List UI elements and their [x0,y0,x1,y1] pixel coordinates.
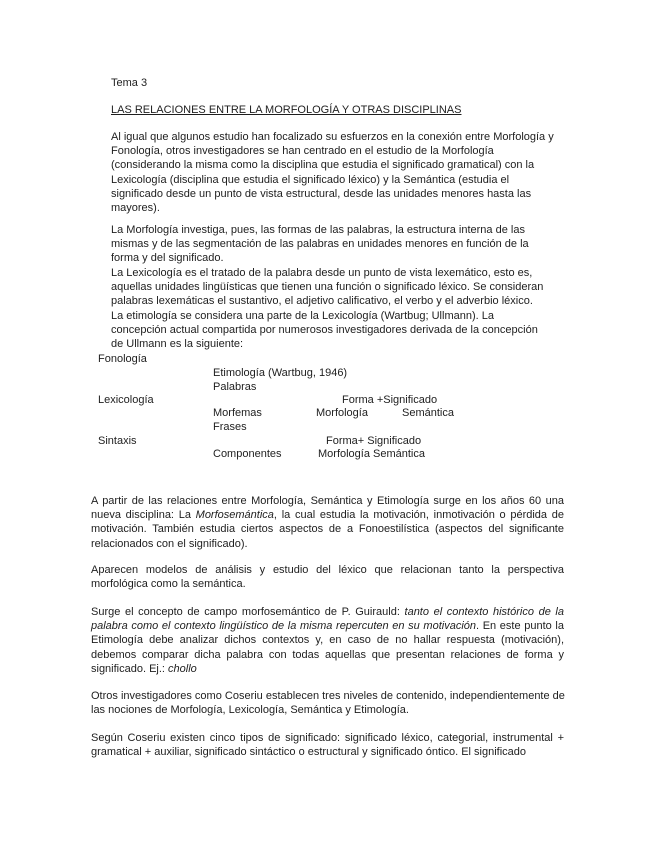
diagram-frases: Frases [213,421,247,433]
paragraph-1: Al igual que algunos estudio han focalizado su esfuerzos en la conexión entre Morfología y Fonología, otros investigadores se han centrado en el estudio de la Morfología (considerando la misma como la disciplina que estudia el significado gramatical) con la Lexicología (disciplina que estudia el significado léxico) y la Semántica (estudia el significado desde un punto de vista estructural, desde las unidades menores hasta las mayores). [111,131,554,215]
paragraph-9: Según Coseriu existen cinco tipos de significado: significado léxico, categorial, instrumental + gramatical + auxiliar, significado sintáctico o estructural y significado óntico. El significado [91,732,564,759]
paragraph-7: Surge el concepto de campo morfosemántico de P. Guirauld: tanto el contexto histórico de la palabra como el contexto lingüístico de la misma repercuten en su motivación. En este punto la Etimología debe analizar dichos contextos y, en caso de no hallar respuesta (motivación), debemos comparar dicha palabra con todas aquellas que presentan relaciones de forma y significado. Ej.: chollo [91,606,564,675]
diagram-palabras: Palabras [213,381,257,393]
diagram-morfemas: Morfemas [213,407,262,419]
paragraph-2: La Morfología investiga, pues, las formas de las palabras, la estructura interna de las mismas y de las segmentación de las palabras en unidades menores en función de la forma y del significado. [111,224,529,265]
section-heading: LAS RELACIONES ENTRE LA MORFOLOGÍA Y OTRAS DISCIPLINAS [111,104,462,116]
paragraph-8: Otros investigadores como Coseriu establecen tres niveles de contenido, independientemente de las nociones de Morfología, Lexicología, Semántica y Etimología. [91,690,565,717]
paragraph-5: A partir de las relaciones entre Morfología, Semántica y Etimología surge en los años 60 una nueva disciplina: La Morfosemántica, la cual estudia la motivación, inmotivación o pérdida de motivación. También estudia ciertos aspectos de a Fonoestilística (aspectos del significante relacionados con el significado). [91,495,564,550]
paragraph-6: Aparecen modelos de análisis y estudio del léxico que relacionan tanto la perspectiva morfológica como la semántica. [91,564,564,591]
diagram-forma-significado-2: Forma+ Significado [326,435,422,447]
diagram-lexicologia: Lexicología [98,394,154,406]
diagram-semantica-1: Semántica [402,407,454,419]
diagram-forma-significado-1: Forma +Significado [342,394,438,406]
diagram-fonologia: Fonología [98,353,147,365]
diagram-etimologia: Etimología (Wartbug, 1946) [213,367,348,379]
paragraph-3: La Lexicología es el tratado de la palabra desde un punto de vista lexemático, esto es, aquellas unidades lingüísticas que tienen una función o significado léxico. Se consideran palabras lexemáticas el sustantivo, el adjetivo calificativo, el verbo y el adverbio léxico. [111,267,544,308]
diagram-componentes: Componentes [213,448,282,460]
diagram-sintaxis: Sintaxis [98,435,137,447]
topic-label: Tema 3 [111,77,148,89]
diagram-morfologia-semantica: Morfología Semántica [318,448,425,460]
diagram-morfologia-1: Morfología [316,407,368,419]
paragraph-4: La etimología se considera una parte de la Lexicología (Wartbug; Ullmann). La concepción actual compartida por numerosos investigadores derivada de la concepción de Ullmann es la siguiente: [111,310,538,351]
